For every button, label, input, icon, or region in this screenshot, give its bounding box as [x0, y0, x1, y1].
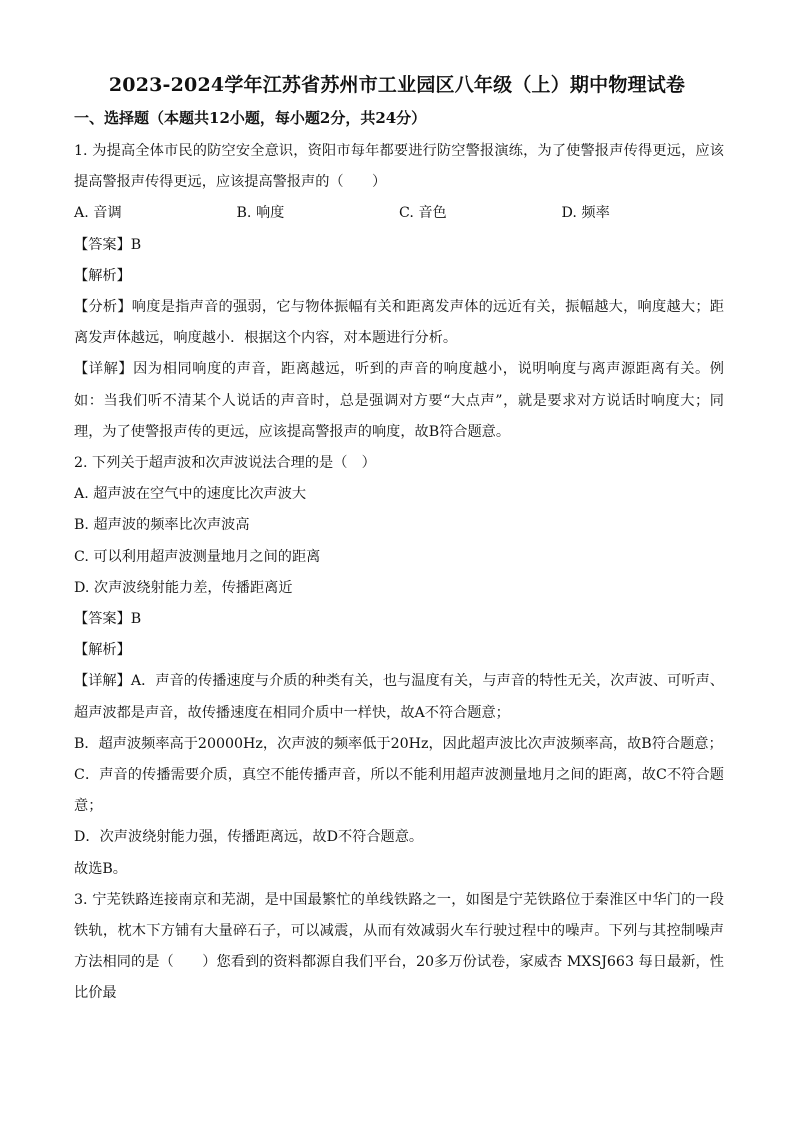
question-1-analysis-label: 【解析】	[74, 267, 131, 284]
question-2-answer: 【答案】B	[74, 611, 142, 628]
question-2-option-c: C. 可以利用超声波测量地月之间的距离	[74, 548, 321, 565]
question-1-option-c: C. 音色	[399, 205, 447, 222]
question-2-option-b: B. 超声波的频率比次声波高	[74, 517, 250, 534]
question-1-stem: 1. 为提高全体市民的防空安全意识，资阳市每年都要进行防空警报演练，为了使警报声传得更远，应该提高警报声传得更远，应该提高警报声的（ ）	[74, 143, 724, 191]
question-2-option-a: A. 超声波在空气中的速度比次声波大	[74, 486, 307, 503]
section-heading: 一、选择题（本题共12小题，每小题2分，共24分）	[74, 109, 427, 127]
question-1-option-d: D. 频率	[561, 205, 610, 222]
question-1-options	[74, 198, 724, 229]
question-3-stem: 3. 宁芜铁路连接南京和芜湖，是中国最繁忙的单线铁路之一，如图是宁芜铁路位于秦淮区中华门的一段铁轨，枕木下方铺有大量碎石子，可以减震，从而有效减弱火车行驶过程中的噪声。下列与其控制噪声方法相同的是（ ）您看到的资料都源自我们平台，20多万份试卷，家威杏 MXSJ663 每日最新，性比价最	[74, 891, 724, 1002]
question-2-detail-a: 【详解】A．声音的传播速度与介质的种类有关，也与温度有关，与声音的特性无关，次声波、可听声、超声波都是声音，故传播速度在相同介质中一样快，故A不符合题意；	[74, 673, 724, 721]
document-body	[74, 136, 724, 1010]
question-1-fenxi: 【分析】响度是指声音的强弱，它与物体振幅有关和距离发声体的远近有关，振幅越大，响度越大；距离发声体越远，响度越小．根据这个内容，对本题进行分析。	[74, 299, 724, 347]
question-2-detail-b: B．超声波频率高于20000Hz，次声波的频率低于20Hz，因此超声波比次声波频率高，故B符合题意；	[74, 735, 723, 752]
page-title: 2023-2024学年江苏省苏州市工业园区八年级（上）期中物理试卷	[108, 74, 686, 96]
question-2-detail-d: D．次声波绕射能力强，传播距离远，故D不符合题意。	[74, 829, 424, 846]
question-2-conclusion: 故选B。	[74, 860, 127, 877]
question-1-option-a: A. 音调	[74, 205, 122, 222]
question-1-detail: 【详解】因为相同响度的声音，距离越远，听到的声音的响度越小，说明响度与离声源距离有关。例如：当我们听不清某个人说话的声音时，总是强调对方要“大点声”，就是要求对方说话时响度大；同理，为了使警报声传的更远，应该提高警报声的响度，故B符合题意。	[74, 361, 724, 440]
question-1-option-b: B. 响度	[236, 205, 285, 222]
question-2-detail-c: C．声音的传播需要介质，真空不能传播声音，所以不能利用超声波测量地月之间的距离，故C不符合题意；	[74, 767, 724, 815]
question-2-stem: 2. 下列关于超声波和次声波说法合理的是（ ）	[74, 455, 376, 472]
question-2-option-d: D. 次声波绕射能力差，传播距离近	[74, 579, 293, 596]
question-1-answer: 【答案】B	[74, 236, 142, 253]
question-2-analysis-label: 【解析】	[74, 642, 131, 659]
